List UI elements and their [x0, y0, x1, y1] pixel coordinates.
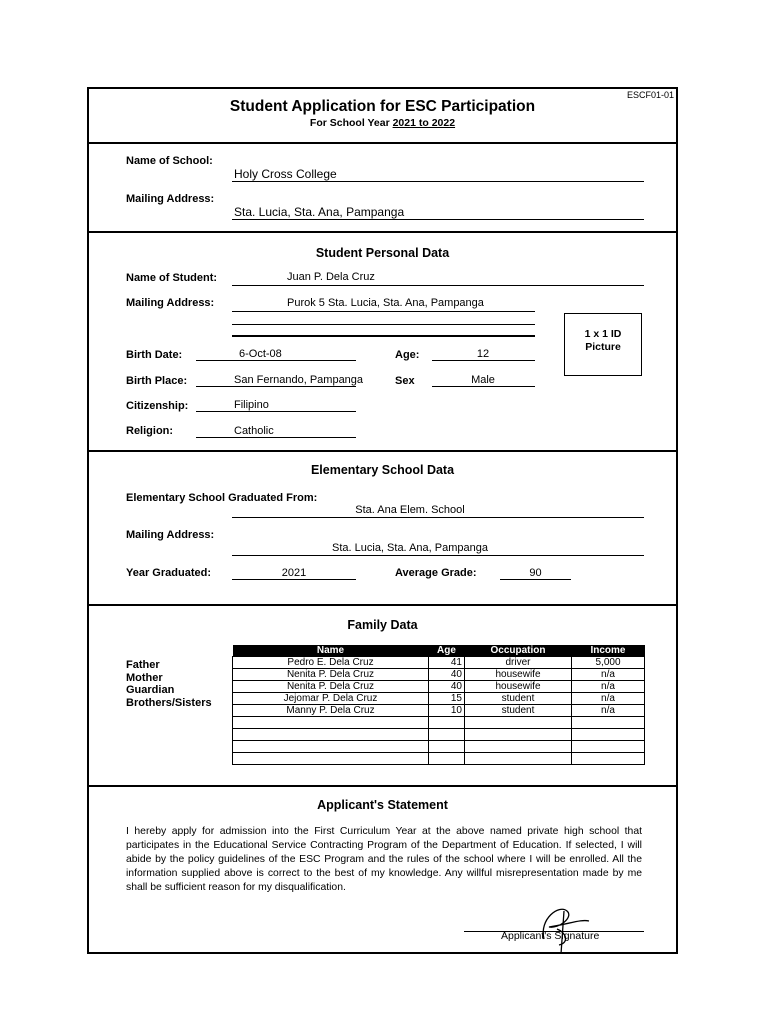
table-row — [233, 693, 645, 705]
sex-line — [432, 386, 535, 387]
elementary-address-line — [232, 555, 644, 556]
family-heading: Family Data — [347, 618, 418, 632]
empty-row — [233, 729, 645, 741]
table-row — [233, 657, 645, 669]
religion: Catholic — [234, 425, 274, 437]
year-graduated-label: Year Graduated: — [126, 567, 211, 579]
school-year: 2021 to 2022 — [392, 117, 456, 129]
birth-place-line — [196, 386, 356, 387]
member-age: 15 — [429, 693, 465, 705]
school-address-line — [232, 219, 644, 220]
elementary-address-label: Mailing Address: — [126, 529, 215, 541]
student-address-label: Mailing Address: — [126, 297, 215, 309]
form-code: ESCF01-01 — [626, 90, 674, 100]
member-occupation: student — [465, 693, 572, 705]
school-name-label: Name of School: — [126, 155, 213, 167]
family-table — [232, 645, 645, 765]
divider — [89, 785, 676, 787]
average-grade-label: Average Grade: — [395, 567, 477, 579]
form-subtitle — [89, 117, 676, 129]
table-row — [233, 669, 645, 681]
year-graduated-line — [232, 579, 356, 580]
divider — [89, 604, 676, 606]
member-name: Nenita P. Dela Cruz — [233, 681, 429, 693]
sex-label: Sex — [395, 375, 415, 387]
student-name-label: Name of Student: — [126, 272, 218, 284]
relation-siblings: Brothers/Sisters — [126, 697, 212, 710]
student-address-line — [232, 311, 535, 312]
member-age: 40 — [429, 681, 465, 693]
student-name-line — [232, 285, 644, 286]
member-occupation: driver — [465, 657, 572, 669]
relation-father: Father — [126, 659, 160, 671]
address-line-3 — [232, 335, 535, 337]
birth-place: San Fernando, Pampanga — [234, 374, 364, 386]
age-label: Age: — [395, 349, 420, 361]
id-picture-box — [564, 313, 642, 376]
member-income: n/a — [572, 693, 645, 705]
empty-row — [233, 717, 645, 729]
member-age: 10 — [429, 705, 465, 717]
relation-labels — [126, 659, 212, 710]
col-age-header: Age — [429, 645, 465, 657]
elementary-school-line — [232, 517, 644, 518]
member-age: 41 — [429, 657, 465, 669]
subtitle-prefix: For School Year — [309, 117, 393, 129]
application-form — [87, 87, 678, 954]
citizenship: Filipino — [234, 399, 269, 411]
signature-label: Applicant's Signature — [501, 930, 600, 942]
signature-image — [519, 899, 599, 957]
member-income: n/a — [572, 669, 645, 681]
elementary-heading: Elementary School Data — [310, 463, 455, 477]
member-name: Nenita P. Dela Cruz — [233, 669, 429, 681]
divider — [89, 142, 676, 144]
citizenship-label: Citizenship: — [126, 400, 189, 412]
member-income: n/a — [572, 681, 645, 693]
religion-label: Religion: — [126, 425, 174, 437]
relation-guardian: Guardian — [126, 684, 175, 697]
elementary-school-label: Elementary School Graduated From: — [126, 492, 318, 504]
picture-label-1: 1 x 1 ID — [584, 328, 622, 340]
picture-label-2: Picture — [585, 341, 621, 353]
school-name-line — [232, 181, 644, 182]
member-age: 40 — [429, 669, 465, 681]
address-line-2 — [232, 324, 535, 325]
religion-line — [196, 437, 356, 438]
relation-mother: Mother — [126, 671, 163, 684]
statement-text: I hereby apply for admission into the First Curriculum Year at the above named private high school that participates in the Educational Service Contracting Program of the Department of Education. If selected, I will abide by the policy guidelines of the ESC Program and the rules of the school where I will be enrolled. All the information supplied above is correct to the best of my knowledge. Any willful misrepresentation made by me shall be sufficient reason for my disqualification. — [126, 826, 642, 893]
average-grade-line — [500, 579, 571, 580]
elementary-school: Sta. Ana Elem. School — [355, 504, 465, 516]
member-name: Manny P. Dela Cruz — [233, 705, 429, 717]
member-occupation: student — [465, 705, 572, 717]
member-income: n/a — [572, 705, 645, 717]
birth-date-label: Birth Date: — [126, 349, 183, 361]
empty-row — [233, 741, 645, 753]
table-row — [233, 705, 645, 717]
birth-date: 6-Oct-08 — [239, 348, 282, 360]
member-name: Jejomar P. Dela Cruz — [233, 693, 429, 705]
student-name: Juan P. Dela Cruz — [287, 271, 375, 283]
year-graduated: 2021 — [281, 567, 307, 579]
divider — [89, 450, 676, 452]
elementary-address: Sta. Lucia, Sta. Ana, Pampanga — [332, 542, 488, 554]
col-occupation-header: Occupation — [465, 645, 572, 657]
divider — [89, 231, 676, 233]
form-title: Student Application for ESC Participation — [229, 98, 536, 115]
student-address: Purok 5 Sta. Lucia, Sta. Ana, Pampanga — [287, 297, 484, 309]
citizenship-line — [196, 411, 356, 412]
statement-heading: Applicant's Statement — [317, 798, 448, 812]
empty-row — [233, 753, 645, 765]
average-grade: 90 — [529, 567, 542, 579]
school-address-label: Mailing Address: — [126, 193, 215, 205]
age-line — [432, 360, 535, 361]
member-name: Pedro E. Dela Cruz — [233, 657, 429, 669]
table-row — [233, 681, 645, 693]
sex: Male — [471, 374, 495, 386]
birth-date-line — [196, 360, 356, 361]
col-name-header: Name — [233, 645, 429, 657]
personal-heading: Student Personal Data — [315, 246, 450, 260]
col-income-header: Income — [572, 645, 645, 657]
table-header-row — [233, 645, 645, 657]
member-occupation: housewife — [465, 681, 572, 693]
member-income: 5,000 — [572, 657, 645, 669]
school-address: Sta. Lucia, Sta. Ana, Pampanga — [234, 205, 405, 219]
school-name: Holy Cross College — [234, 167, 337, 181]
birth-place-label: Birth Place: — [126, 375, 188, 387]
member-occupation: housewife — [465, 669, 572, 681]
age: 12 — [476, 348, 490, 360]
